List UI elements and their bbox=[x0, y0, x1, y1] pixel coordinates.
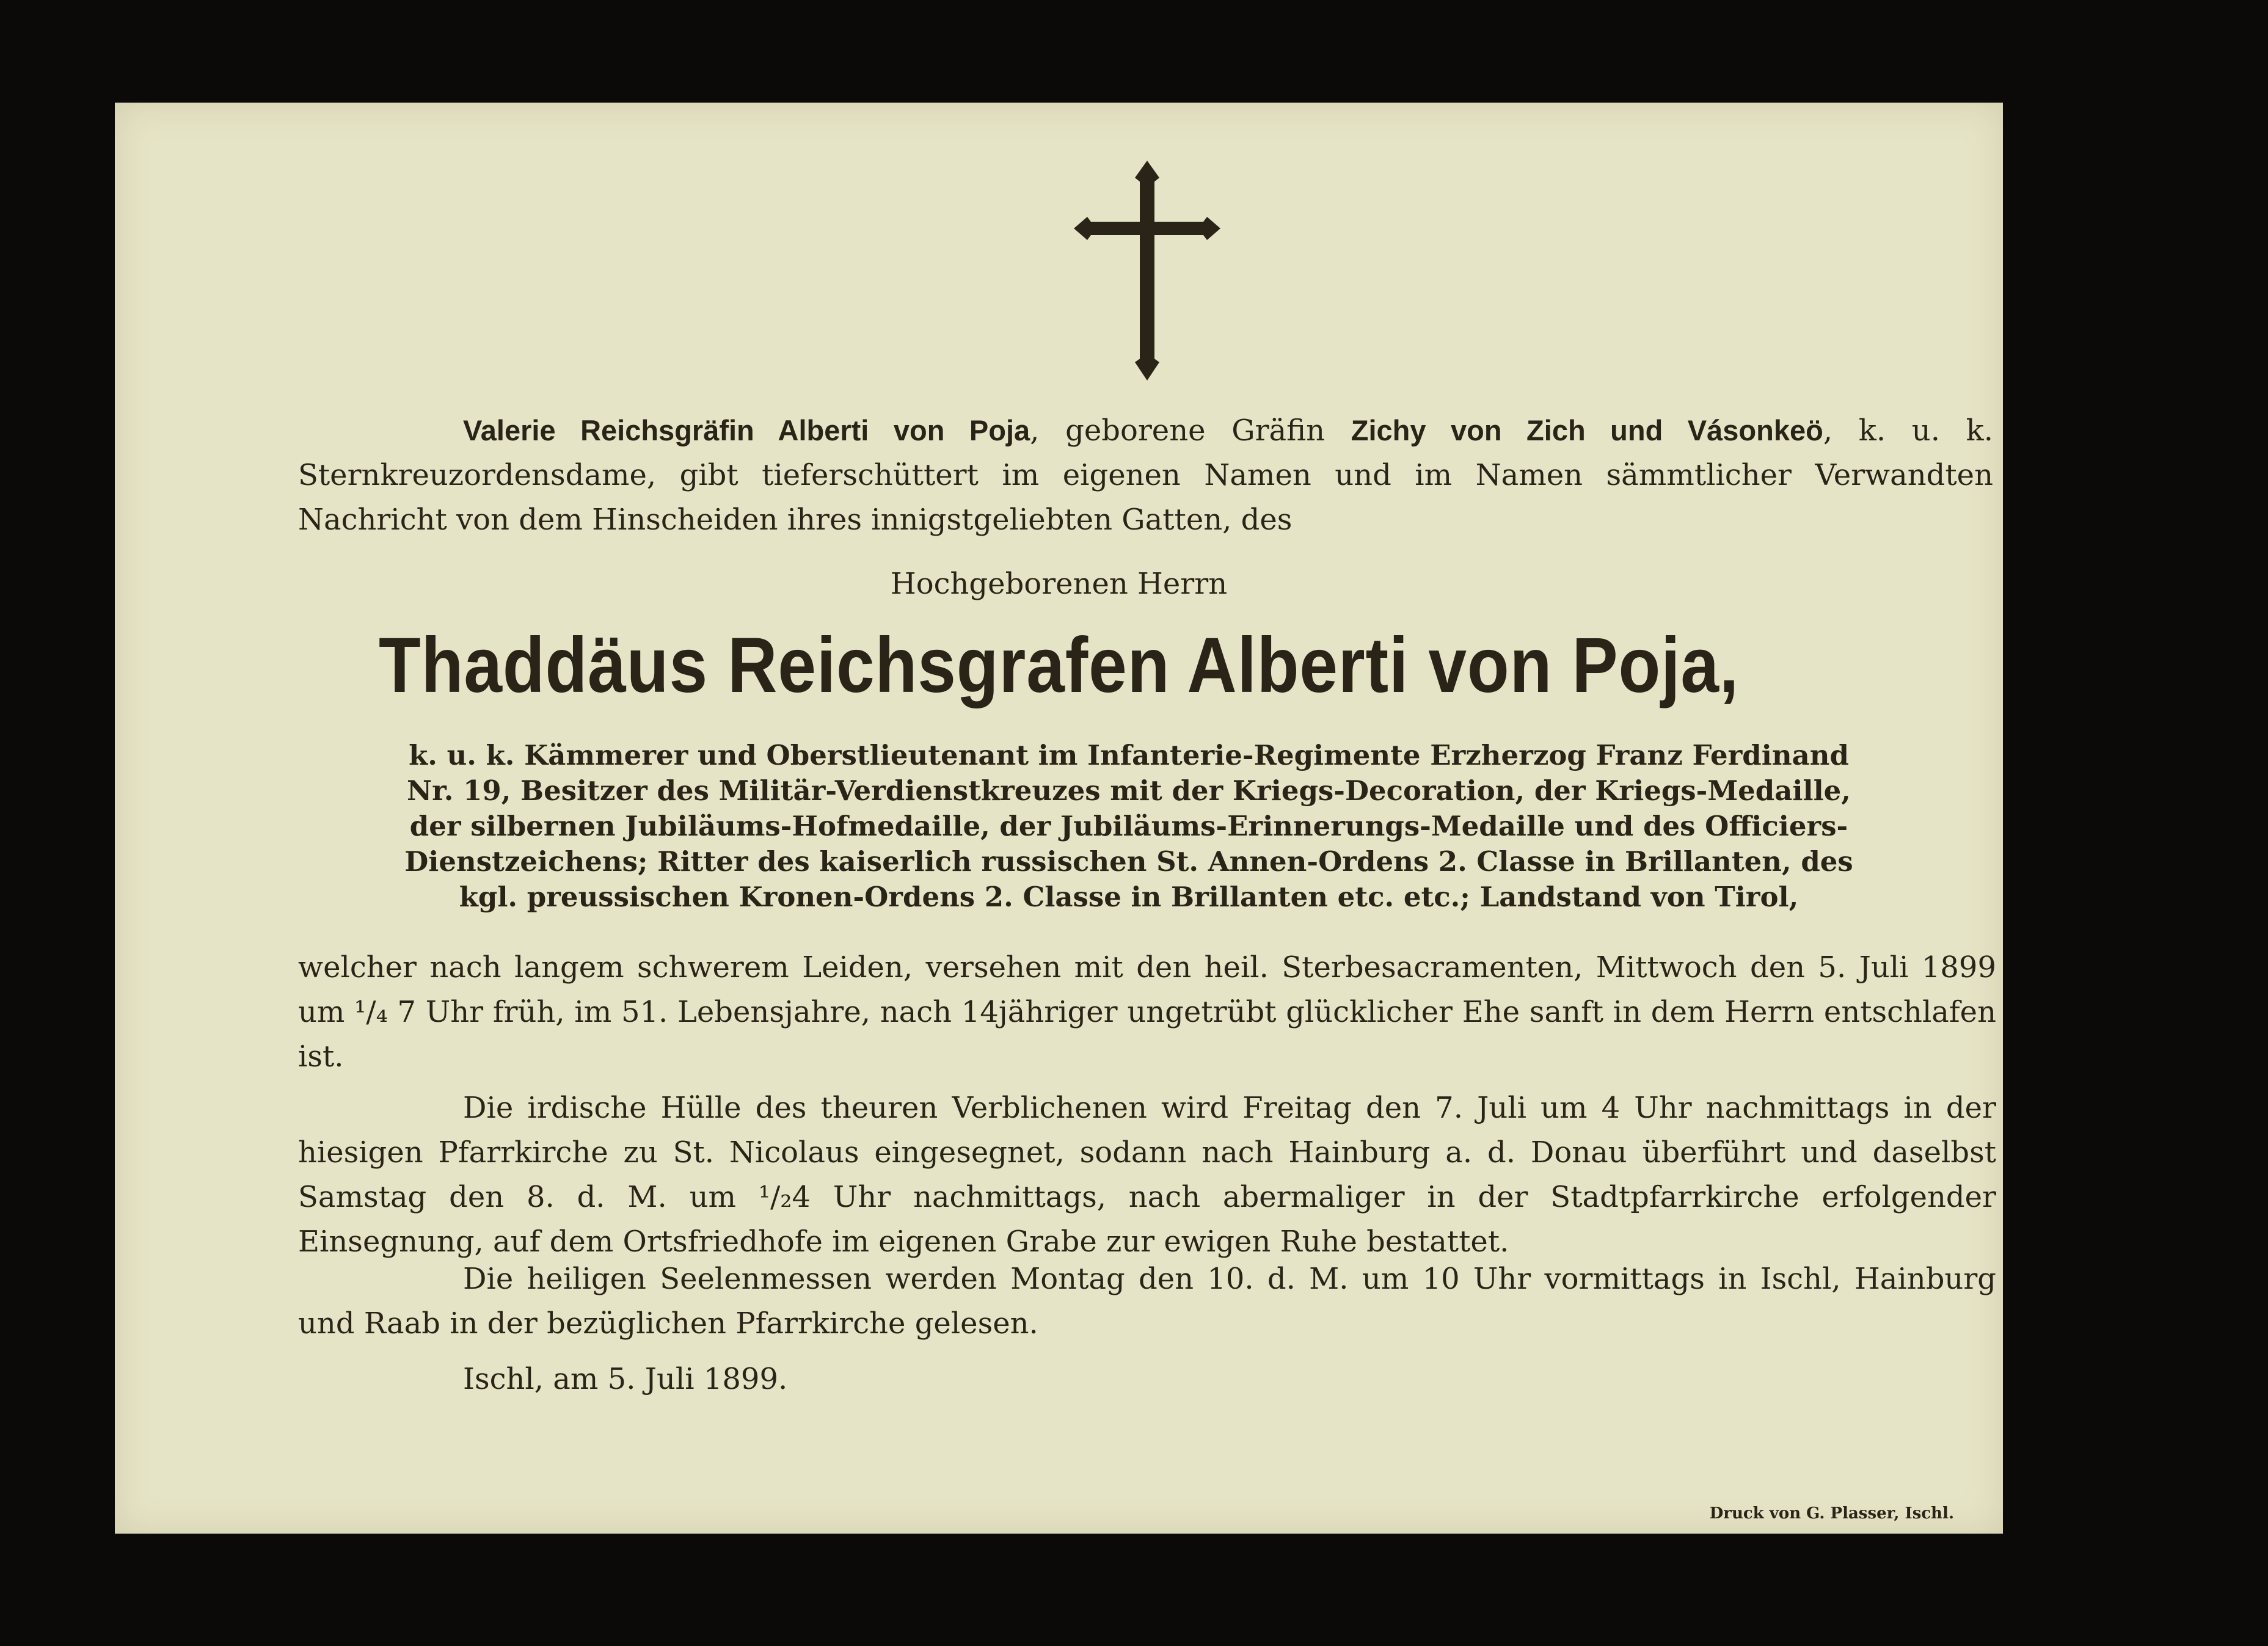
honorific: Hochgeborenen Herrn bbox=[890, 567, 1228, 601]
death-paragraph: welcher nach langem schwerem Leiden, versehen mit den heil. Sterbesacramenten, Mittwoch den 5. Juli 1899 um ¹/₄ 7 Uhr früh, im 51. Lebensjahre, nach 14jähriger ungetrübt glücklicher Ehe sanft in dem Herrn entschlafen ist. bbox=[298, 950, 1996, 1074]
intro-paragraph bbox=[298, 408, 1993, 542]
funeral-paragraph: Die irdische Hülle des theuren Verblichenen wird Freitag den 7. Juli um 4 Uhr nachmittags in der hiesigen Pfarrkirche zu St. Nicolaus eingesegnet, sodann nach Hainburg a. d. Donau überführt und daselbst Samstag den 8. d. M. um ¹/₂4 Uhr nachmittags, nach abermaliger in der Stadtpfarrkirche erfolgender Einsegnung, auf dem Ortsfriedhofe im eigenen Grabe zur ewigen Ruhe bestattet. bbox=[298, 1091, 1996, 1259]
obituary-card bbox=[115, 103, 2003, 1534]
place-date: Ischl, am 5. Juli 1899. bbox=[463, 1362, 788, 1396]
printer-imprint: Druck von G. Plasser, Ischl. bbox=[1709, 1504, 1954, 1523]
deceased-titles: k. u. k. Kämmerer und Oberstlieutenant im Infanterie-Regimente Erzherzog Franz Ferdinand Nr. 19, Besitzer des Militär-Verdienstkreuzes mit der Kriegs-Decoration, der Kriegs-Medaille, der silbernen Jubiläums-Hofmedaille, der Jubiläums-Erinnerungs-Medaille und des Officiers-Dienstzeichens; Ritter des kaiserlich russischen St. Annen-Ordens 2. Classe in Brillanten, des kgl. preussischen Kronen-Ordens 2. Classe in Brillanten etc. etc.; Landstand von Tirol, bbox=[404, 739, 1853, 913]
widow-name: Valerie Reichsgräfin Alberti von Poja bbox=[463, 414, 1030, 446]
deceased-name: Thaddäus Reichsgrafen Alberti von Poja, bbox=[378, 622, 1740, 709]
mass-paragraph: Die heiligen Seelenmessen werden Montag den 10. d. M. um 10 Uhr vormittags in Ischl, Hainburg und Raab in der bezüglichen Pfarrkirche gelesen. bbox=[298, 1262, 1996, 1341]
cross-icon bbox=[1074, 161, 1220, 381]
maiden-name: Zichy von Zich und Vásonkeö bbox=[1351, 414, 1823, 446]
intro-text-2: , k. u. k. Sternkreuzordensdame, gibt tieferschüttert im eigenen Namen und im Namen sämmtlicher Verwandten Nachricht von dem Hinscheiden ihres innigstgeliebten Gatten, des bbox=[298, 413, 1994, 537]
intro-text-1: , geborene Gräfin bbox=[1030, 413, 1351, 448]
